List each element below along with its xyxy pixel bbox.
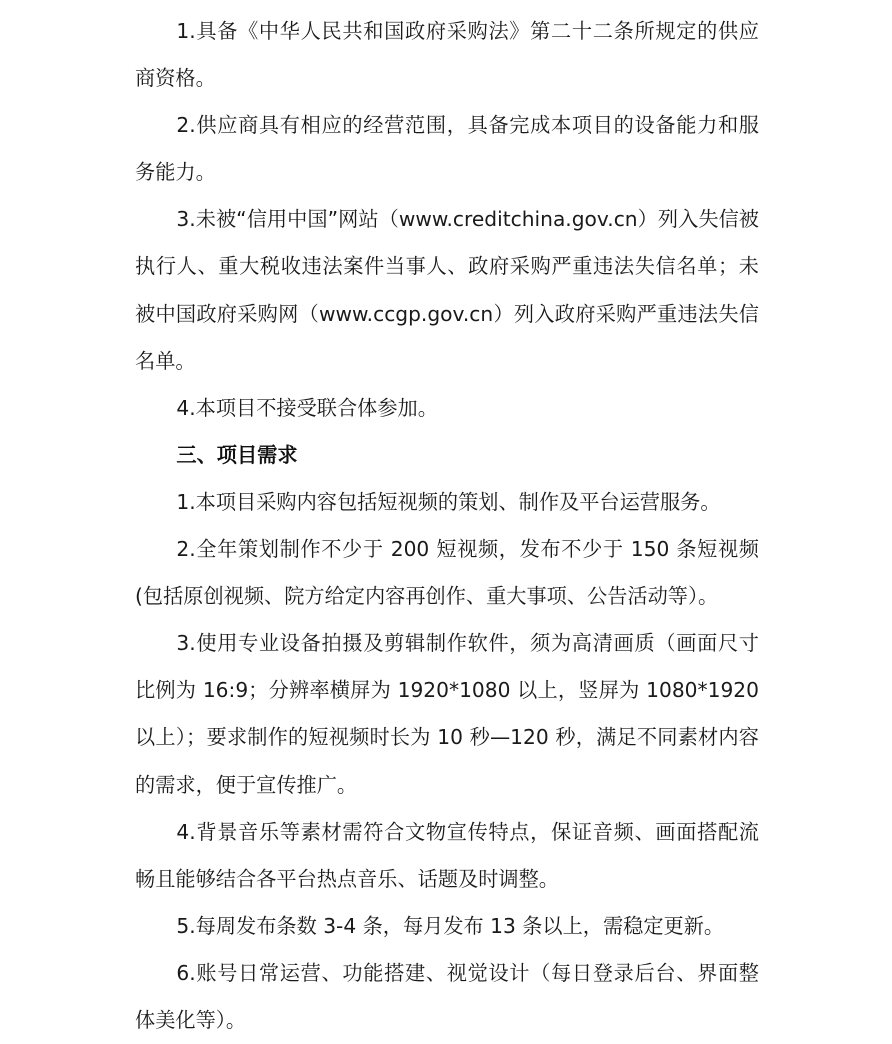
qualification-item-2: 2.供应商具有相应的经营范围，具备完成本项目的设备能力和服务能力。 [135, 113, 759, 185]
requirement-item-3: 3.使用专业设备拍摄及剪辑制作软件，须为高清画质（画面尺寸比例为 16:9；分辨率横屏为 1920*1080 以上，竖屏为 1080*1920 以上）；要求制作的短视频时长为 10 秒—120 秒，满足不同素材内容的需求，便于宣传推广。 [135, 631, 759, 797]
requirement-item-5: 5.每周发布条数 3-4 条，每月发布 13 条以上，需稳定更新。 [176, 913, 725, 938]
section-heading: 三、项目需求 [176, 442, 298, 467]
requirement-item-6: 6.账号日常运营、功能搭建、视觉设计（每日登录后台、界面整体美化等）。 [135, 960, 759, 1032]
requirement-item-2: 2.全年策划制作不少于 200 短视频，发布不少于 150 条短视频(包括原创视频、院方给定内容再创作、重大事项、公告活动等）。 [135, 537, 759, 609]
requirement-item-1: 1.本项目采购内容包括短视频的策划、制作及平台运营服务。 [176, 489, 721, 514]
qualification-item-1: 1.具备《中华人民共和国政府采购法》第二十二条所规定的供应商资格。 [135, 19, 759, 91]
qualification-item-4: 4.本项目不接受联合体参加。 [176, 395, 438, 420]
requirement-item-4: 4.背景音乐等素材需符合文物宣传特点，保证音频、画面搭配流畅且能够结合各平台热点音乐、话题及时调整。 [135, 819, 759, 891]
qualification-item-3: 3.未被“信用中国”网站（www.creditchina.gov.cn）列入失信被执行人、重大税收违法案件当事人、政府采购严重违法失信名单；未被中国政府采购网（www.ccgp.gov.cn）列入政府采购严重违法失信名单。 [135, 207, 759, 373]
document-body [135, 8, 759, 1044]
